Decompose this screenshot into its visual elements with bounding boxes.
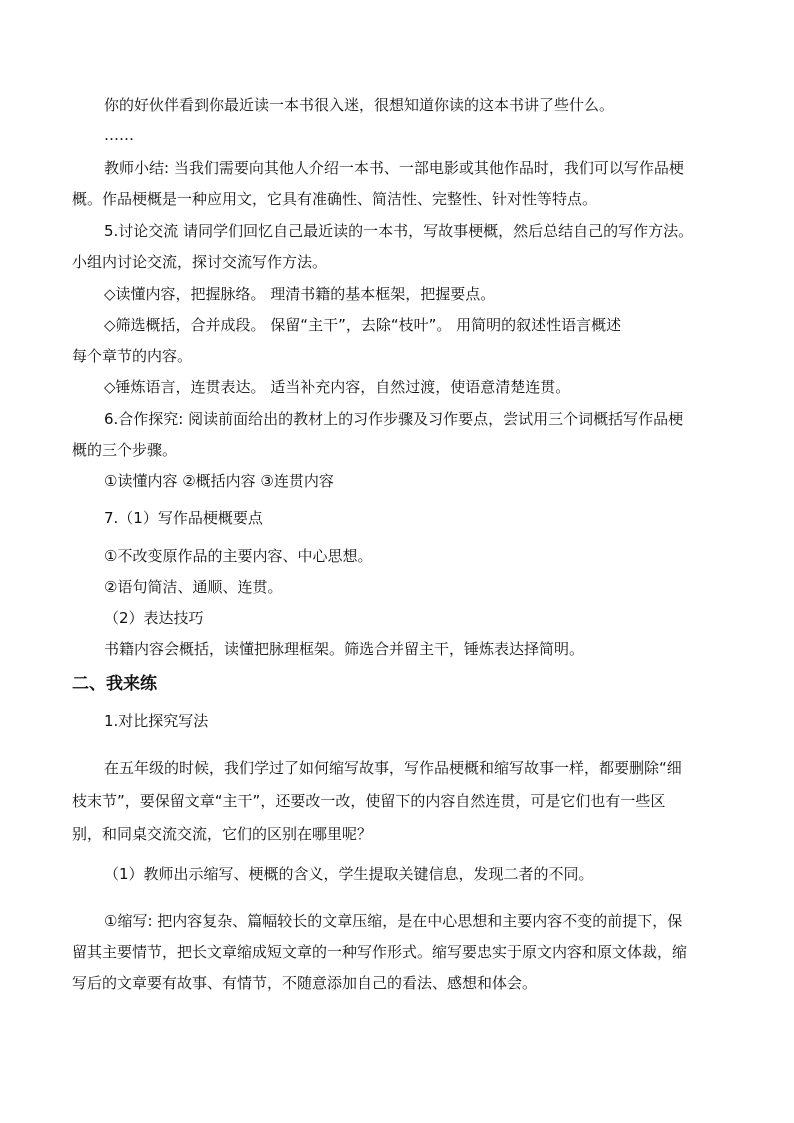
definition-line: 写后的文章要有故事、有情节，不随意添加自己的看法、感想和体会。	[72, 974, 538, 992]
section-5-line: 小组内讨论交流，探讨交流写作方法。	[72, 253, 328, 271]
paragraph-line: 枝末节”，要保留文章“主干”，还要改一改，使留下的内容自然连贯，可是它们也有一些区	[72, 792, 666, 810]
point-line: ①不改变原作品的主要内容、中心思想。	[104, 547, 373, 565]
paragraph-line: 在五年级的时候，我们学过了如何缩写故事，写作品梗概和缩写故事一样，都要删除“细	[104, 759, 682, 777]
skill-line: 书籍内容会概括，读懂把脉理框架。筛选合并留主干，锤炼表达择简明。	[104, 640, 585, 658]
paragraph-line: 你的好伙伴看到你最近读一本书很入迷，很想知道你读的这本书讲了些什么。	[104, 96, 615, 114]
ellipsis-line: ……	[104, 126, 134, 144]
bullet-line: ◇读懂内容，把握脉络。 理清书籍的基本框架，把握要点。	[104, 285, 496, 303]
teacher-summary-line: 概。作品梗概是一种应用文，它具有准确性、简洁性、完整性、针对性等特点。	[72, 190, 598, 208]
paragraph-line: 别，和同桌交流交流，它们的区别在哪里呢？	[72, 825, 373, 843]
bullet-line: ◇锤炼语言，连贯表达。 适当补充内容，自然过渡，使语意清楚连贯。	[104, 378, 571, 396]
section-7-title: 7.（1）写作品梗概要点	[104, 509, 263, 527]
section-6-line: 6.合作探究: 阅读前面给出的教材上的习作步骤及习作要点，尝试用三个词概括写作品梗	[104, 410, 684, 428]
section-7-subtitle: （2）表达技巧	[104, 609, 204, 627]
teacher-summary-line: 教师小结: 当我们需要向其他人介绍一本书、一部电影或其他作品时，我们可以写作品梗	[104, 159, 684, 177]
bullet-line: ◇筛选概括，合并成段。 保留“主干”，去除“枝叶”。 用简明的叙述性语言概述	[104, 316, 622, 334]
section-6-line: 概的三个步骤。	[72, 441, 178, 459]
bullet-line: 每个章节的内容。	[72, 347, 193, 365]
definition-line: 留其主要情节，把长文章缩成短文章的一种写作形式。缩写要忠实于原文内容和原文体裁，缩	[72, 943, 688, 961]
steps-line: ①读懂内容 ②概括内容 ③连贯内容	[104, 472, 334, 490]
point-line: ②语句简洁、通顺、连贯。	[104, 578, 283, 596]
section-5-line: 5.讨论交流 请同学们回忆自己最近读的一本书，写故事梗概，然后总结自己的写作方法。	[104, 222, 694, 240]
subitem-line: （1）教师出示缩写、梗概的含义，学生提取关键信息，发现二者的不同。	[104, 865, 594, 883]
definition-line: ①缩写: 把内容复杂、篇幅较长的文章压缩，是在中心思想和主要内容不变的前提下，保	[104, 912, 683, 930]
subsection-title: 1.对比探究写法	[104, 712, 209, 730]
section-heading: 二、我来练	[72, 674, 157, 694]
